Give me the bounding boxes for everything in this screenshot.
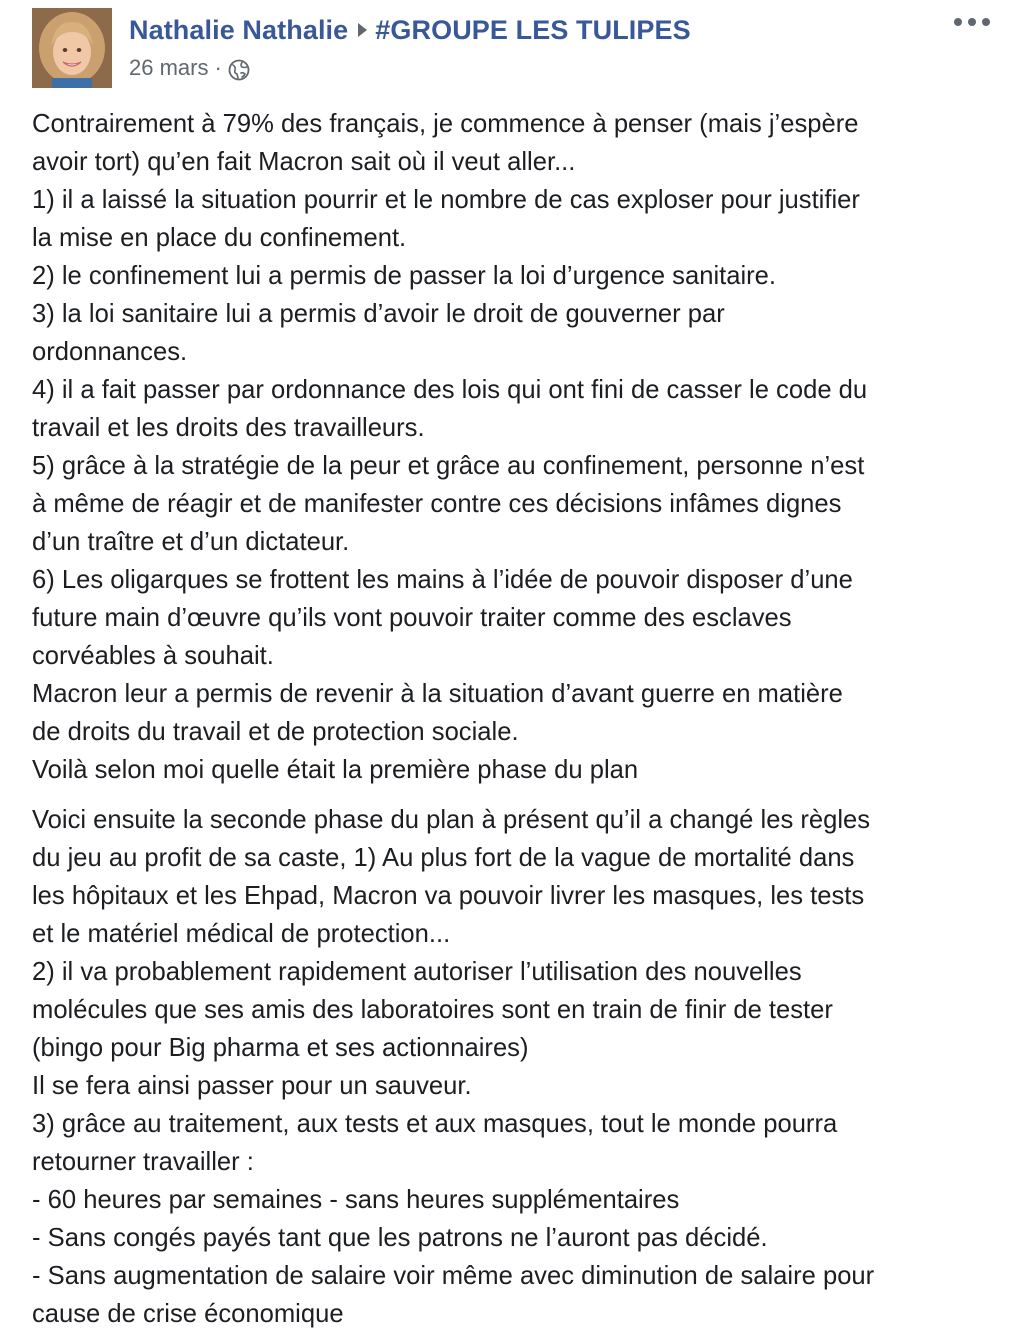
post-text-line: (bingo pour Big pharma et ses actionnaires) — [32, 1034, 529, 1062]
post-meta — [129, 54, 250, 82]
post-text-line: Macron leur a permis de revenir à la situation d’avant guerre en matière — [32, 680, 843, 708]
post-paragraph — [32, 801, 992, 1333]
post-text-line: 3) la loi sanitaire lui a permis d’avoir le droit de gouverner par — [32, 300, 725, 328]
author-name[interactable]: Nathalie Nathalie — [129, 14, 349, 45]
post-text-line: 5) grâce à la stratégie de la peur et grâce au confinement, personne n’est — [32, 452, 865, 480]
post-text-line: 1) il a laissé la situation pourrir et le nombre de cas exploser pour justifier — [32, 186, 860, 214]
globe-icon[interactable] — [228, 59, 250, 81]
post-text-line: les hôpitaux et les Ehpad, Macron va pouvoir livrer les masques, les tests — [32, 882, 865, 910]
post-text-line: 2) il va probablement rapidement autoriser l’utilisation des nouvelles — [32, 958, 802, 986]
meta-separator: · — [214, 55, 222, 80]
post-text-line: 6) Les oligarques se frottent les mains à l’idée de pouvoir disposer d’une — [32, 566, 853, 594]
post-text-line: retourner travailler : — [32, 1148, 254, 1176]
post-text-line: future main d’œuvre qu’ils vont pouvoir traiter comme des esclaves — [32, 604, 792, 632]
post-text-line: corvéables à souhait. — [32, 642, 274, 670]
more-dot-2 — [968, 18, 976, 26]
post-text-line: - Sans congés payés tant que les patrons ne l’auront pas décidé. — [32, 1224, 768, 1252]
arrow-right-icon — [358, 23, 367, 37]
post-date[interactable]: 26 mars — [129, 55, 209, 80]
post-text-line: - 60 heures par semaines - sans heures supplémentaires — [32, 1186, 680, 1214]
post-text-line: 3) grâce au traitement, aux tests et aux masques, tout le monde pourra — [32, 1110, 838, 1138]
group-name[interactable]: #GROUPE LES TULIPES — [375, 14, 691, 45]
post-text-line: Contrairement à 79% des français, je commence à penser (mais j’espère — [32, 110, 859, 138]
post-text-line: 4) il a fait passer par ordonnance des lois qui ont fini de casser le code du — [32, 376, 868, 404]
post-text-line: molécules que ses amis des laboratoires sont en train de finir de tester — [32, 996, 833, 1024]
post-body — [32, 105, 992, 1333]
post-text-line: avoir tort) qu’en fait Macron sait où il veut aller... — [32, 148, 576, 176]
post-text-line: à même de réagir et de manifester contre ces décisions infâmes dignes — [32, 490, 842, 518]
avatar[interactable] — [32, 8, 112, 88]
post-text-line: Voici ensuite la seconde phase du plan à présent qu’il a changé les règles — [32, 806, 871, 834]
post-header — [129, 12, 691, 48]
post-text-line: du jeu au profit de sa caste, 1) Au plus fort de la vague de mortalité dans — [32, 844, 855, 872]
post-text-line: ordonnances. — [32, 338, 188, 366]
post-text-line: de droits du travail et de protection sociale. — [32, 718, 519, 746]
post-text-line: - Sans augmentation de salaire voir même avec diminution de salaire pour — [32, 1262, 875, 1290]
post-text-line: cause de crise économique — [32, 1300, 344, 1328]
more-dot-1 — [954, 18, 962, 26]
post-text-line: et le matériel médical de protection... — [32, 920, 451, 948]
more-options-icon[interactable] — [954, 14, 990, 30]
post-text-line: Il se fera ainsi passer pour un sauveur. — [32, 1072, 472, 1100]
post-text-line: la mise en place du confinement. — [32, 224, 407, 252]
more-dot-3 — [982, 18, 990, 26]
avatar-image — [32, 8, 112, 88]
post-paragraph — [32, 105, 992, 789]
post-text-line: d’un traître et d’un dictateur. — [32, 528, 350, 556]
post-text-line: 2) le confinement lui a permis de passer la loi d’urgence sanitaire. — [32, 262, 777, 290]
post-text-line: Voilà selon moi quelle était la première phase du plan — [32, 756, 639, 784]
post-text-line: travail et les droits des travailleurs. — [32, 414, 425, 442]
